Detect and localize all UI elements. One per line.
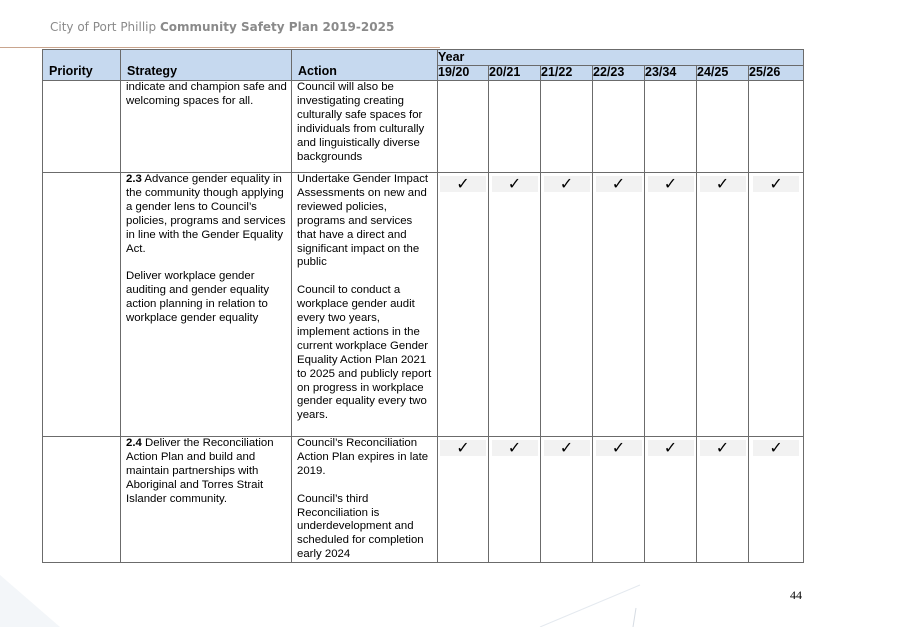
year-cell: [749, 173, 804, 437]
checkmark-icon: ✓: [753, 176, 799, 192]
year-cell: [593, 173, 645, 437]
year-header-25-26: 25/26: [749, 66, 804, 81]
year-header-20-21: 20/21: [489, 66, 541, 81]
priority-cell: [43, 173, 121, 437]
strategy-text: 2.4 Deliver the Reconciliation Action Plan and build and maintain partnerships with Aboriginal and Torres Strait Islander community.: [126, 437, 274, 505]
year-cell: [593, 437, 645, 563]
priority-cell: [43, 437, 121, 563]
community-safety-plan-table: [42, 49, 804, 563]
year-cell: [438, 437, 489, 563]
plan-title: Community Safety Plan 2019-2025: [159, 20, 395, 34]
table-row: [43, 437, 804, 563]
checkmark-icon: ✓: [440, 176, 486, 192]
table-row: [43, 81, 804, 173]
year-header-23-34: 23/34: [645, 66, 697, 81]
year-cell: [489, 437, 541, 563]
year-cell: [593, 81, 645, 173]
strategy-text: 2.3 Advance gender equality in the community though applying a gender lens to Council’s policies, programs and services in line with the Gender Equality Act.: [126, 173, 286, 255]
action-header: Action: [292, 50, 438, 81]
strategy-cell: [121, 437, 292, 563]
checkmark-icon: ✓: [492, 176, 538, 192]
year-cell: [697, 81, 749, 173]
checkmark-icon: ✓: [544, 176, 590, 192]
priority-header: Priority: [43, 50, 121, 81]
strategy-cell: [121, 81, 292, 173]
checkmark-icon: ✓: [440, 440, 486, 456]
table-row: [43, 173, 804, 437]
year-cell: [489, 81, 541, 173]
year-cell: [438, 173, 489, 437]
year-cell: [645, 81, 697, 173]
year-cell: [697, 173, 749, 437]
year-header-22-23: 22/23: [593, 66, 645, 81]
year-cell: [749, 81, 804, 173]
action-cell: [292, 173, 438, 437]
year-cell: [438, 81, 489, 173]
checkmark-icon: ✓: [648, 176, 694, 192]
year-cell: [541, 437, 593, 563]
year-cell: [541, 173, 593, 437]
checkmark-icon: ✓: [700, 176, 746, 192]
year-header-19-20: 19/20: [438, 66, 489, 81]
checkmark-icon: ✓: [544, 440, 590, 456]
strategy-cell: [121, 173, 292, 437]
page-number: 44: [790, 588, 802, 602]
year-cell: [541, 81, 593, 173]
strategy-number: 2.4: [126, 437, 142, 449]
checkmark-icon: ✓: [753, 440, 799, 456]
strategy-header: Strategy: [121, 50, 292, 81]
year-cell: [697, 437, 749, 563]
header-row-top: [43, 50, 804, 66]
year-cell: [645, 173, 697, 437]
document-header: [50, 20, 394, 34]
strategy-text: indicate and champion safe and welcoming spaces for all.: [126, 81, 287, 107]
header-rule: [0, 47, 440, 48]
action-text: Undertake Gender Impact Assessments on new and reviewed policies, programs and services that have a direct and significant impact on the public: [297, 173, 429, 269]
year-header-21-22: 21/22: [541, 66, 593, 81]
action-cell: [292, 437, 438, 563]
action-text: Council to conduct a workplace gender audit every two years, implement actions in the current workplace Gender Equality Action Plan 2021 to 2025 and publicly report on progress in workplace gender equality every two years.: [297, 284, 432, 422]
year-cell: [749, 437, 804, 563]
org-name: City of Port Phillip: [50, 20, 157, 34]
strategy-text: Deliver workplace gender auditing and gender equality action planning in relation to workplace gender equality: [126, 270, 270, 325]
checkmark-icon: ✓: [596, 176, 642, 192]
year-cell: [489, 173, 541, 437]
checkmark-icon: ✓: [648, 440, 694, 456]
year-header-24-25: 24/25: [697, 66, 749, 81]
action-text: Council’s Reconciliation Action Plan expires in late 2019.: [297, 437, 429, 477]
action-cell: [292, 81, 438, 173]
year-header: Year: [438, 50, 804, 66]
action-text: Council will also be investigating creating culturally safe spaces for individuals from culturally and linguistically diverse backgrounds: [297, 81, 425, 163]
checkmark-icon: ✓: [492, 440, 538, 456]
strategy-number: 2.3: [126, 173, 142, 185]
priority-cell: [43, 81, 121, 173]
checkmark-icon: ✓: [700, 440, 746, 456]
year-cell: [645, 437, 697, 563]
action-text: Council’s third Reconciliation is underdevelopment and scheduled for completion early 2024: [297, 492, 424, 561]
checkmark-icon: ✓: [596, 440, 642, 456]
